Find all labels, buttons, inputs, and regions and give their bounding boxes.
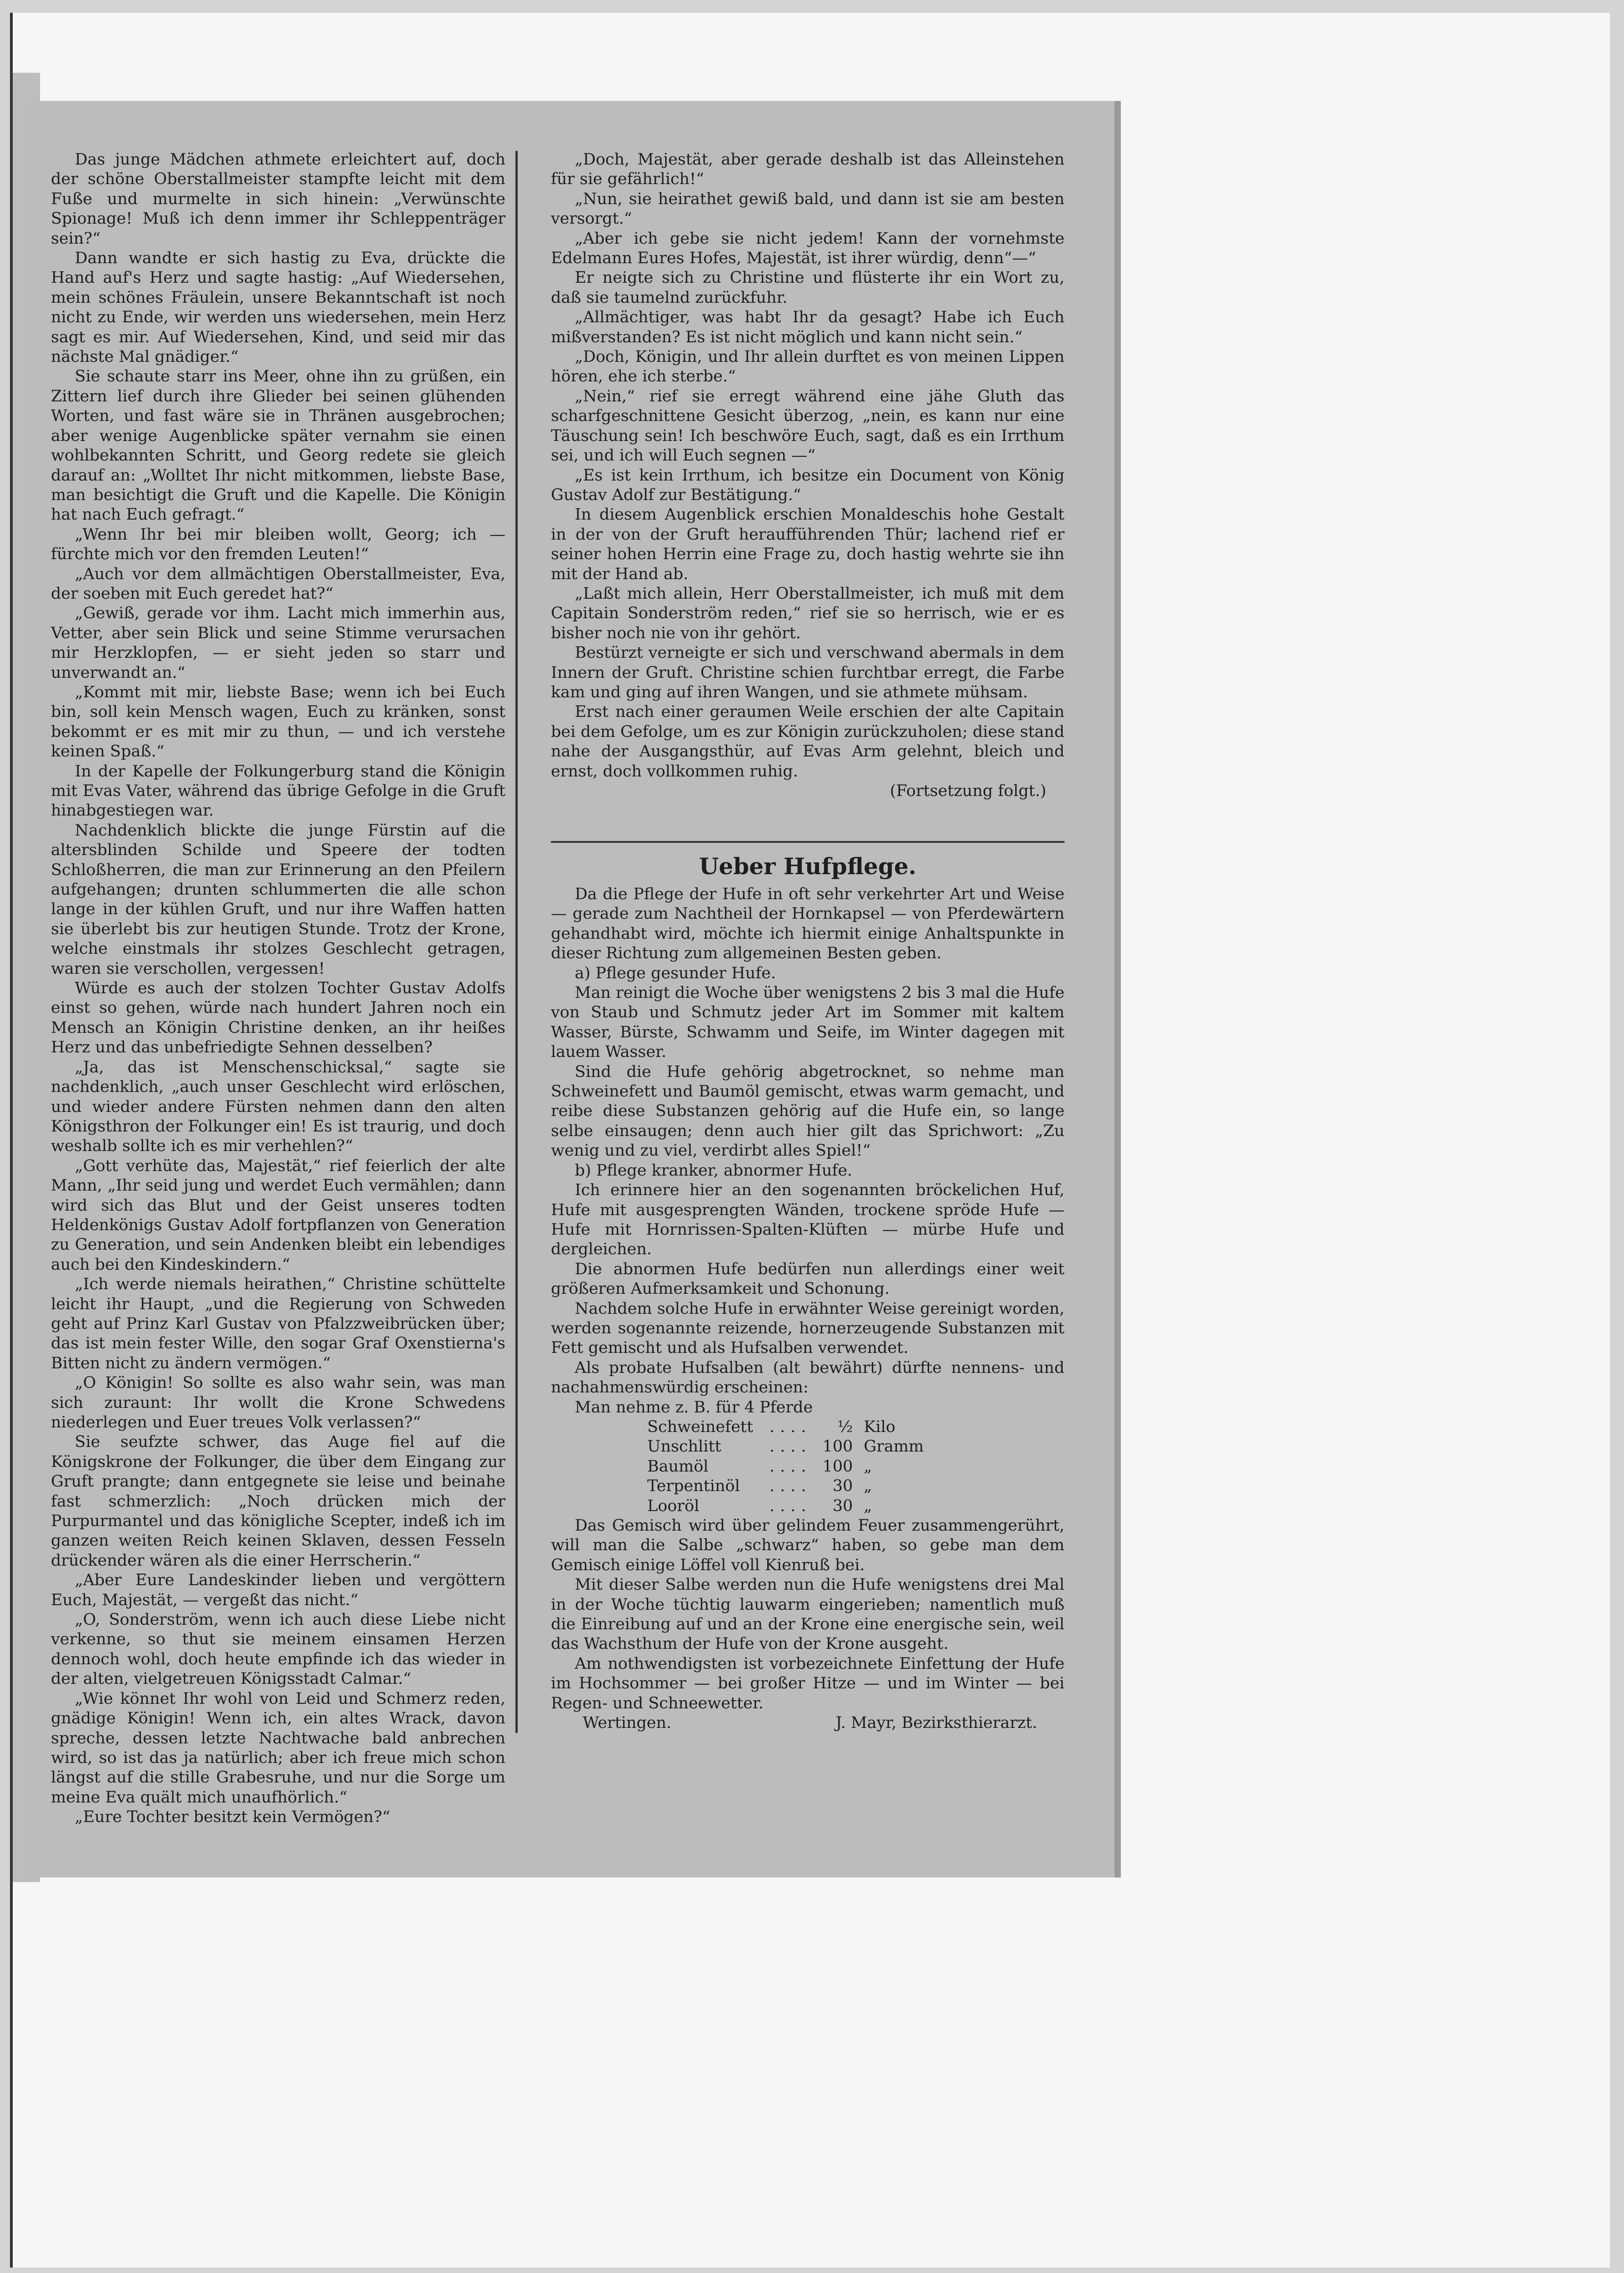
recipe-item: Terpentinöl <box>647 1477 740 1496</box>
article-heading: Ueber Hufpflege. <box>699 853 917 880</box>
recipe-row <box>642 1497 929 1516</box>
article-paragraph: Ich erinnere hier an den sogenannten bröckelichen Huf, Hufe mit ausgesprengten Wänden, trockene spröde Hufe — Hufe mit Hornrissen-Spalten-Klüften — mürbe Hufe und dergleichen. <box>551 1181 1064 1259</box>
article-paragraph: Das Gemisch wird über gelindem Feuer zusammengerührt, will man die Salbe „schwarz“ haben, so gebe man dem Gemisch einige Löffel voll Kienruß bei. <box>551 1517 1064 1574</box>
recipe-row <box>642 1417 929 1437</box>
recipe-amount: 100 <box>822 1457 853 1476</box>
recipe-unit: Kilo <box>864 1417 895 1436</box>
article-paragraph: Man reinigt die Woche über wenigstens 2 bis 3 mal die Hufe von Staub und Schmutz jeder Art im Sommer mit kaltem Wasser, Bürste, Schwamm und Seife, im Winter dagegen mit lauem Wasser. <box>551 984 1064 1061</box>
story-paragraph: Würde es auch der stolzen Tochter Gustav Adolfs einst so gehen, würde nach hundert Jahren noch ein Mensch an Königin Christine denken, an ihr heißes Herz und das unbefriedigte Sehnen desselben? <box>51 979 505 1057</box>
story-paragraph: „Laßt mich allein, Herr Oberstallmeister, ich muß mit dem Capitain Sonderström reden,“ rief sie so herrisch, wie er es bisher noch nie von ihr gehört. <box>551 584 1064 642</box>
story-paragraph: Nachdenklich blickte die junge Fürstin auf die altersblinden Schilde und Speere der todten Schloßherren, die man zur Erinnerung an den Pfeilern aufgehangen; drunten schlummerten die alle schon lange in der kühlen Gruft, und nur ihre Waffen hatten sie überlebt bis zur heutigen Stunde. Trotz der Krone, welche einstmals ihr stolzes Geschlecht getragen, waren sie verschollen, vergessen! <box>51 821 505 978</box>
recipe-dots: .... <box>770 1417 812 1436</box>
recipe-amount: 30 <box>832 1497 853 1515</box>
recipe-amount: ½ <box>837 1417 853 1436</box>
story-paragraph: „Nein,“ rief sie erregt während eine jähe Gluth das scharfgeschnittene Gesicht überzog, „nein, es kann nur eine Täuschung sein! Ich beschwöre Euch, sagt, daß es ein Irrthum sei, und ich will Euch segnen —“ <box>551 387 1064 465</box>
recipe-item: Schweinefett <box>647 1417 754 1436</box>
recipe-row <box>642 1477 929 1496</box>
story-paragraph: Erst nach einer geraumen Weile erschien der alte Capitain bei dem Gefolge, um es zur Königin zurückzuholen; diese stand nahe der Ausgangsthür, auf Evas Arm gelehnt, bleich und ernst, doch vollkommen ruhig. <box>551 703 1064 781</box>
article-author: J. Mayr, Bezirksthierarzt. <box>835 1714 1037 1732</box>
story-paragraph: Sie schaute starr ins Meer, ohne ihn zu grüßen, ein Zittern lief durch ihre Glieder bei seinen glühenden Worten, und fast wäre sie in Thränen ausgebrochen; aber wenige Augenblicke später vernahm sie einen wohlbekannten Schritt, und Georg redete sie gleich darauf an: „Wolltet Ihr nicht mitkommen, liebste Base, man besichtigt die Gruft und die Kapelle. Die Königin hat nach Euch gefragt.“ <box>51 367 505 524</box>
section-a-title: a) Pflege gesunder Hufe. <box>575 964 776 982</box>
article-place: Wertingen. <box>583 1714 672 1732</box>
section-b-body <box>551 1181 1064 1397</box>
story-paragraph: „Eure Tochter besitzt kein Vermögen?“ <box>75 1808 390 1827</box>
recipe-dots: .... <box>770 1497 812 1515</box>
section-b-title: b) Pflege kranker, abnormer Hufe. <box>575 1161 853 1180</box>
story-paragraph: Das junge Mädchen athmete erleichtert auf, doch der schöne Oberstallmeister stampfte leicht mit dem Fuße und murmelte in sich hinein: „Verwünschte Spionage! Muß ich denn immer ihr Schleppenträger sein?“ <box>51 150 505 248</box>
story-paragraph: In der Kapelle der Folkungerburg stand die Königin mit Evas Vater, während das übrige Gefolge in die Gruft hinabgestiegen war. <box>51 762 505 820</box>
story-paragraph: „Doch, Königin, und Ihr allein durftet es von meinen Lippen hören, ehe ich sterbe.“ <box>551 348 1064 386</box>
story-paragraph: „Gewiß, gerade vor ihm. Lacht mich immerhin aus, Vetter, aber sein Blick und seine Stimme verursachen mir Herzklopfen, — er sieht jeden so starr und unverwandt an.“ <box>51 604 505 682</box>
article-paragraph: Die abnormen Hufe bedürfen nun allerdings einer weit größeren Aufmerksamkeit und Schonung. <box>551 1260 1064 1298</box>
story-paragraph: „Ja, das ist Menschenschicksal,“ sagte sie nachdenklich, „auch unser Geschlecht wird erlöschen, und wieder andere Fürsten nehmen dann den alten Königsthron der Folkunger ein! Es ist traurig, und doch weshalb sollte ich es mir verhehlen?“ <box>51 1058 505 1156</box>
section-a-body <box>551 983 1064 1161</box>
recipe-table <box>642 1417 929 1516</box>
article-paragraph: Nachdem solche Hufe in erwähnter Weise gereinigt worden, werden sogenannte reizende, hornerzeugende Substanzen mit Fett gemischt und als Hufsalben verwendet. <box>551 1299 1064 1357</box>
section-divider <box>551 841 1064 843</box>
recipe-row <box>642 1437 929 1457</box>
story-paragraph: „Doch, Majestät, aber gerade deshalb ist das Alleinstehen für sie gefährlich!“ <box>551 150 1064 189</box>
recipe-item: Unschlitt <box>647 1437 721 1456</box>
story-paragraph: „Ich werde niemals heirathen,“ Christine schüttelte leicht ihr Haupt, „und die Regierung von Schweden geht auf Prinz Karl Gustav von Pfalzzweibrücken über; das ist mein fester Wille, den sogar Graf Oxenstierna's Bitten nicht zu ändern vermögen.“ <box>51 1275 505 1372</box>
article-hufpflege <box>551 850 1064 1733</box>
recipe-unit: „ <box>864 1457 872 1476</box>
story-paragraph: „Nun, sie heirathet gewiß bald, und dann ist sie am besten versorgt.“ <box>551 190 1064 228</box>
newspaper-page <box>28 101 1119 1877</box>
story-paragraph: „O Königin! So sollte es also wahr sein, was man sich zuraunt: Ihr wollt die Krone Schwedens niederlegen und Euer treues Volk verlassen?“ <box>51 1374 505 1432</box>
story-paragraph: Sie seufzte schwer, das Auge fiel auf die Königskrone der Folkunger, die über dem Eingang zur Gruft prangte; dann entgegnete sie leise und beinahe fast schmerzlich: „Noch drücken mich der Purpurmantel und das königliche Scepter, indeß ich im ganzen weiten Reich keinen Sklaven, dessen Fesseln drückender wären als die einer Herrscherin.“ <box>51 1433 505 1570</box>
recipe-item: Baumöl <box>647 1457 709 1476</box>
story-right-column <box>551 150 1064 801</box>
recipe-dots: .... <box>770 1457 812 1476</box>
article-paragraph: Am nothwendigsten ist vorbezeichnete Einfettung der Hufe im Hochsommer — bei großer Hitze — und im Winter — bei Regen- und Schneewetter. <box>551 1654 1064 1712</box>
article-intro: Da die Pflege der Hufe in oft sehr verkehrter Art und Weise — gerade zum Nachtheil der Hornkapsel — von Pferdewärtern gehandhabt wird, möchte ich hiermit einige Anhaltspunkte in dieser Richtung zum allgemeinen Besten geben. <box>551 885 1064 963</box>
story-paragraph: „O, Sonderström, wenn ich auch diese Liebe nicht verkenne, so thut sie meinem einsamen Herzen dennoch wohl, doch heute empfinde ich das wieder in der alten, vielgetreuen Königsstadt Calmar.“ <box>51 1611 505 1688</box>
story-paragraph: „Kommt mit mir, liebste Base; wenn ich bei Euch bin, soll kein Mensch wagen, Euch zu kränken, sonst bekommt er es mit mir zu thun, — und ich verstehe keinen Spaß.“ <box>51 683 505 761</box>
recipe-item: Looröl <box>647 1497 700 1515</box>
recipe-row <box>642 1457 929 1477</box>
story-paragraph: „Auch vor dem allmächtigen Oberstallmeister, Eva, der soeben mit Euch geredet hat?“ <box>51 565 505 603</box>
page-edge <box>1114 101 1121 1877</box>
story-paragraph: Dann wandte er sich hastig zu Eva, drückte die Hand auf's Herz und sagte hastig: „Auf Wiedersehen, mein schönes Fräulein, unsere Bekanntschaft ist noch nicht zu Ende, wir werden uns wiedersehen, mein Herz sagt es mir. Auf Wiedersehen, Kind, und seid mir das nächste Mal gnädiger.“ <box>51 249 505 366</box>
recipe-dots: .... <box>770 1477 812 1496</box>
story-paragraph: „Allmächtiger, was habt Ihr da gesagt? Habe ich Euch mißverstanden? Es ist nicht möglich und kann nicht sein.“ <box>551 308 1064 346</box>
story-paragraph: „Gott verhüte das, Majestät,“ rief feierlich der alte Mann, „Ihr seid jung und werdet Euch vermählen; dann wird sich das Blut und der Geist unseres todten Heldenkönigs Gustav Adolf fortpflanzen von Generation zu Generation, und sein Andenken bleibt ein lebendiges auch bei den Kindeskindern.“ <box>51 1157 505 1274</box>
story-paragraph: „Wie könnet Ihr wohl von Leid und Schmerz reden, gnädige Königin! Wenn ich, ein altes Wrack, davon spreche, dessen letzte Nachtwache bald anbrechen wird, so ist das ja natürlich; aber ich freue mich schon längst auf die stille Grabesruhe, und nur die Sorge um meine Eva quält mich unaufhörlich.“ <box>51 1689 505 1807</box>
article-paragraph: Mit dieser Salbe werden nun die Hufe wenigstens drei Mal in der Woche tüchtig lauwarm eingerieben; namentlich muß die Einreibung auf und an der Krone eine energische sein, weil das Wachsthum der Hufe von der Krone ausgeht. <box>551 1576 1064 1653</box>
article-paragraph: Sind die Hufe gehörig abgetrocknet, so nehme man Schweinefett und Baumöl gemischt, etwas warm gemacht, und reibe diese Substanzen gehörig auf die Hufe ein, so lange selbe einsaugen; denn auch hier gilt das Sprichwort: „Zu wenig und zu viel, verdirbt alles Spiel!“ <box>551 1062 1064 1160</box>
recipe-dots: .... <box>770 1437 812 1456</box>
story-left-column <box>51 150 505 1827</box>
recipe-amount: 30 <box>832 1477 853 1496</box>
recipe-unit: Gramm <box>864 1437 924 1456</box>
recipe-unit: „ <box>864 1497 872 1515</box>
story-paragraph: Bestürzt verneigte er sich und verschwand abermals in dem Innern der Gruft. Christine schien furchtbar erregt, die Farbe kam und ging auf ihren Wangen, und sie athmete mühsam. <box>551 644 1064 701</box>
article-paragraph: Als probate Hufsalben (alt bewährt) dürfte nennens- und nachahmenswürdig erscheinen: <box>551 1358 1064 1397</box>
column-divider <box>515 151 518 1733</box>
story-paragraph: „Wenn Ihr bei mir bleiben wollt, Georg; ich — fürchte mich vor den fremden Leuten!“ <box>51 525 505 564</box>
recipe-amount: 100 <box>822 1437 853 1456</box>
article-closing <box>551 1516 1064 1713</box>
story-paragraph: In diesem Augenblick erschien Monaldeschis hohe Gestalt in der von der Gruft heraufführenden Thür; lachend rief er seiner hohen Herrin eine Frage zu, doch hastig wehrte sie ihn mit der Hand ab. <box>551 506 1064 583</box>
recipe-unit: „ <box>864 1477 872 1496</box>
continued-note: (Fortsetzung folgt.) <box>889 782 1046 800</box>
article-signoff <box>551 1713 1064 1733</box>
story-paragraph: Er neigte sich zu Christine und flüsterte ihr ein Wort zu, daß sie taumelnd zurückfuhr. <box>551 269 1064 307</box>
story-paragraph: „Aber Eure Landeskinder lieben und vergöttern Euch, Majestät, — vergeßt das nicht.“ <box>51 1571 505 1609</box>
story-paragraph: „Aber ich gebe sie nicht jedem! Kann der vornehmste Edelmann Eures Hofes, Majestät, ist ihrer würdig, denn“—“ <box>551 229 1064 268</box>
recipe-intro: Man nehme z. B. für 4 Pferde <box>575 1398 813 1417</box>
story-paragraph: „Es ist kein Irrthum, ich besitze ein Document von König Gustav Adolf zur Bestätigung.“ <box>551 466 1064 504</box>
